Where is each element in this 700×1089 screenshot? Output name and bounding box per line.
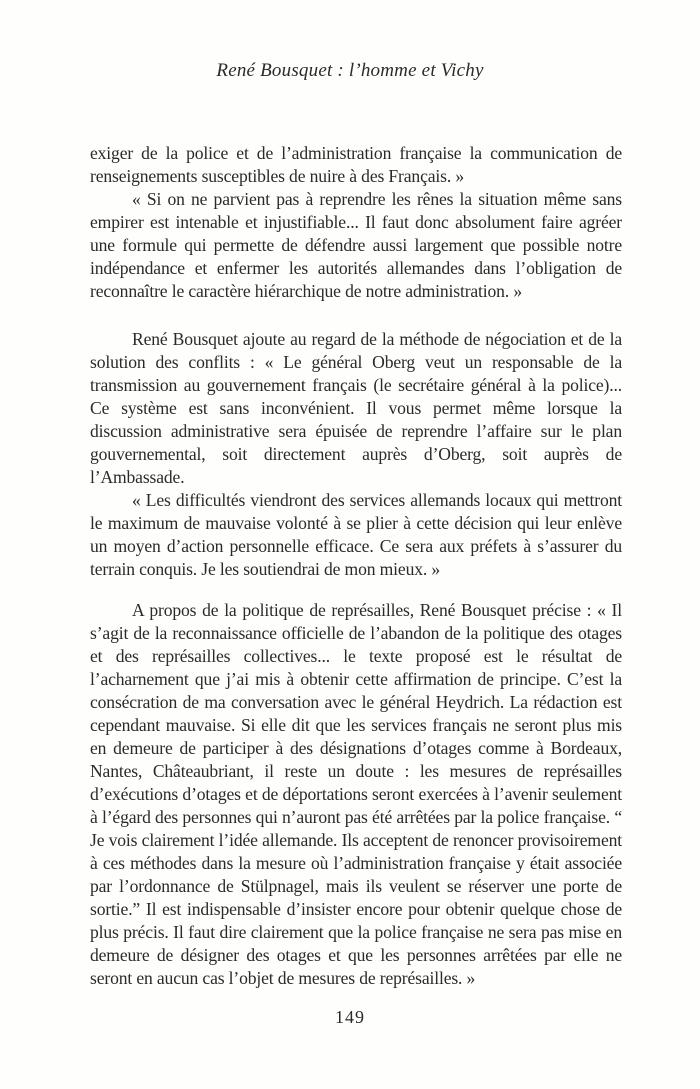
- body-paragraph: A propos de la politique de représailles, René Bousquet précise : « Il s’agit de la reconnaissance officielle de l’abandon de la politique des otages et des représailles collectives... le texte proposé est le résultat de l’acharnement que j’ai mis à obtenir cette affirmation de principe. C’est la consécration de ma conversation avec le général Heydrich. La rédaction est cependant mauvaise. Si elle dit que les services français ne seront plus mis en demeure de participer à des désignations d’otages comme à Bordeaux, Nantes, Châteaubriant, il reste un doute : les mesures de représailles d’exécutions d’otages et de déportations seront exercées à l’avenir seulement à l’égard des personnes qui n’auront pas été arrêtées par la police française. “ Je vois clairement l’idée allemande. Ils acceptent de renoncer provisoirement à ces méthodes dans la mesure où l’administration française y était associée par l’ordonnance de Stülpnagel, mais ils veulent se réserver une porte de sortie.” Il est indispensable d’insister encore pour obtenir quelque chose de plus précis. Il faut dire clairement que la police française ne sera pas mise en demeure de désigner des otages et que les personnes arrêtées par elle ne seront en aucun cas l’objet de mesures de représailles. »: [90, 600, 622, 988]
- body-paragraph: exiger de la police et de l’administration française la communication de renseignements susceptibles de nuire à des Français. »: [90, 143, 622, 186]
- running-header: [0, 60, 700, 82]
- body-paragraph: René Bousquet ajoute au regard de la méthode de négociation et de la solution des conflits : « Le général Oberg veut un responsable de la transmission au gouvernement français (le secrétaire général à la police)... Ce système est sans inconvénient. Il vous permet même lorsque la discussion administrative sera épuisée de reprendre l’affaire sur le plan gouvernemental, soit directement auprès d’Oberg, soit auprès de l’Ambassade.: [90, 329, 622, 487]
- page-number: 149: [335, 1007, 365, 1027]
- page-footer: [0, 1007, 700, 1028]
- text-block: [90, 142, 622, 1002]
- page-header-title: René Bousquet : l’homme et Vichy: [216, 60, 484, 81]
- body-paragraph: « Si on ne parvient pas à reprendre les rênes la situation même sans empirer est intenable et injustifiable... Il faut donc absolument faire agréer une formule qui permette de défendre aussi largement que possible notre indépendance et enfermer les autorités allemandes dans l’obligation de reconnaître le caractère hiérarchique de notre administration. »: [90, 189, 622, 301]
- body-paragraph: « Les difficultés viendront des services allemands locaux qui mettront le maximum de mauvaise volonté à se plier à cette décision qui leur enlève un moyen d’action personnelle efficace. Ce sera aux préfets à s’assurer du terrain conquis. Je les soutiendrai de mon mieux. »: [90, 490, 622, 579]
